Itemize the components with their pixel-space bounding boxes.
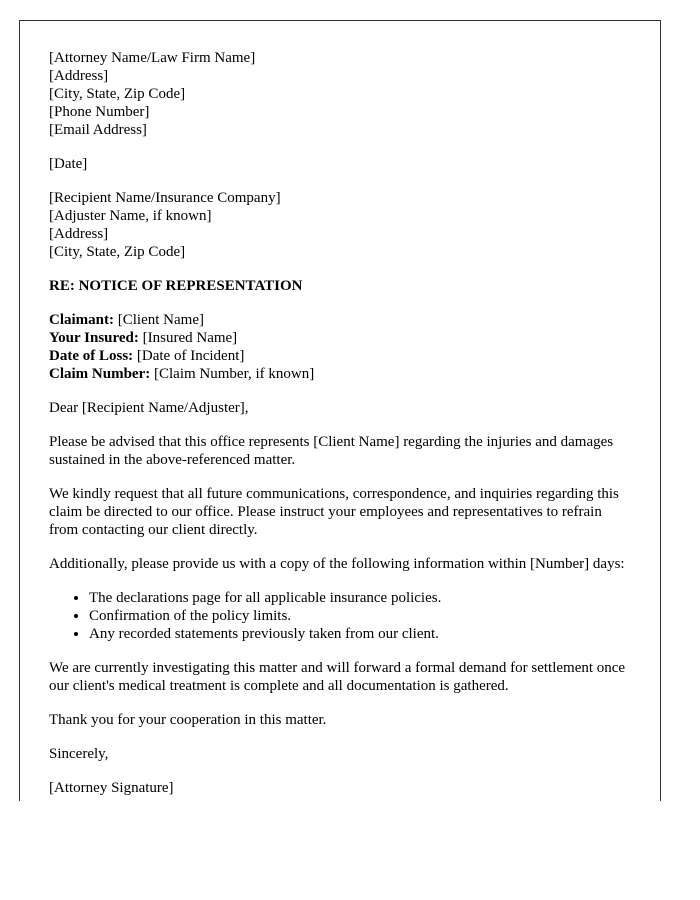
loss-date-value: [Date of Incident] — [133, 348, 245, 364]
loss-date-label: Date of Loss: — [49, 348, 134, 364]
paragraph-investigation: We are currently investigating this matter and will forward a formal demand for settlement once our client's medical treatment is complete and all documentation is gathered. — [49, 660, 626, 694]
recipient-address: [Address] — [49, 226, 109, 242]
signature: [Attorney Signature] — [49, 780, 174, 796]
salutation: Dear [Recipient Name/Adjuster], — [49, 400, 249, 416]
insured-row — [49, 329, 631, 347]
claimant-row — [49, 311, 631, 329]
letter-date: [Date] — [49, 156, 88, 172]
sender-phone: [Phone Number] — [49, 104, 150, 120]
list-item: • Any recorded statements previously taken from our client. — [89, 625, 631, 643]
letter-page — [19, 20, 661, 801]
date-block — [49, 155, 631, 173]
requested-info-list — [49, 589, 631, 643]
sender-email: [Email Address] — [49, 122, 147, 138]
claimant-value: [Client Name] — [114, 312, 204, 328]
recipient-adjuster: [Adjuster Name, if known] — [49, 208, 212, 224]
closing: Sincerely, — [49, 746, 109, 762]
sender-block — [49, 49, 631, 139]
recipient-block — [49, 189, 631, 261]
claim-number-row — [49, 365, 631, 383]
paragraph-representation: Please be advised that this office represents [Client Name] regarding the injuries and damages sustained in the above-referenced matter. — [49, 434, 614, 468]
claim-number-value: [Claim Number, if known] — [150, 366, 315, 382]
list-item: • Confirmation of the policy limits. — [89, 607, 631, 625]
claim-details — [49, 311, 631, 383]
recipient-name: [Recipient Name/Insurance Company] — [49, 190, 281, 206]
insured-value: [Insured Name] — [138, 330, 238, 346]
list-item: • The declarations page for all applicable insurance policies. — [89, 589, 631, 607]
subject-line: RE: NOTICE OF REPRESENTATION — [49, 278, 303, 294]
subject-block — [49, 277, 631, 295]
sender-name: [Attorney Name/Law Firm Name] — [49, 50, 256, 66]
claim-number-label: Claim Number: — [49, 366, 151, 382]
recipient-city: [City, State, Zip Code] — [49, 244, 186, 260]
letter-content — [20, 21, 660, 797]
paragraph-communications: We kindly request that all future communications, correspondence, and inquiries regarding this claim be directed to our office. Please instruct your employees and representatives to refrain from contacting our client directly. — [49, 486, 619, 538]
loss-date-row — [49, 347, 631, 365]
paragraph-thanks: Thank you for your cooperation in this matter. — [49, 712, 327, 728]
sender-city: [City, State, Zip Code] — [49, 86, 186, 102]
paragraph-request: Additionally, please provide us with a copy of the following information within [Number] days: — [49, 556, 625, 572]
insured-label: Your Insured: — [49, 330, 139, 346]
claimant-label: Claimant: — [49, 312, 114, 328]
sender-address: [Address] — [49, 68, 109, 84]
